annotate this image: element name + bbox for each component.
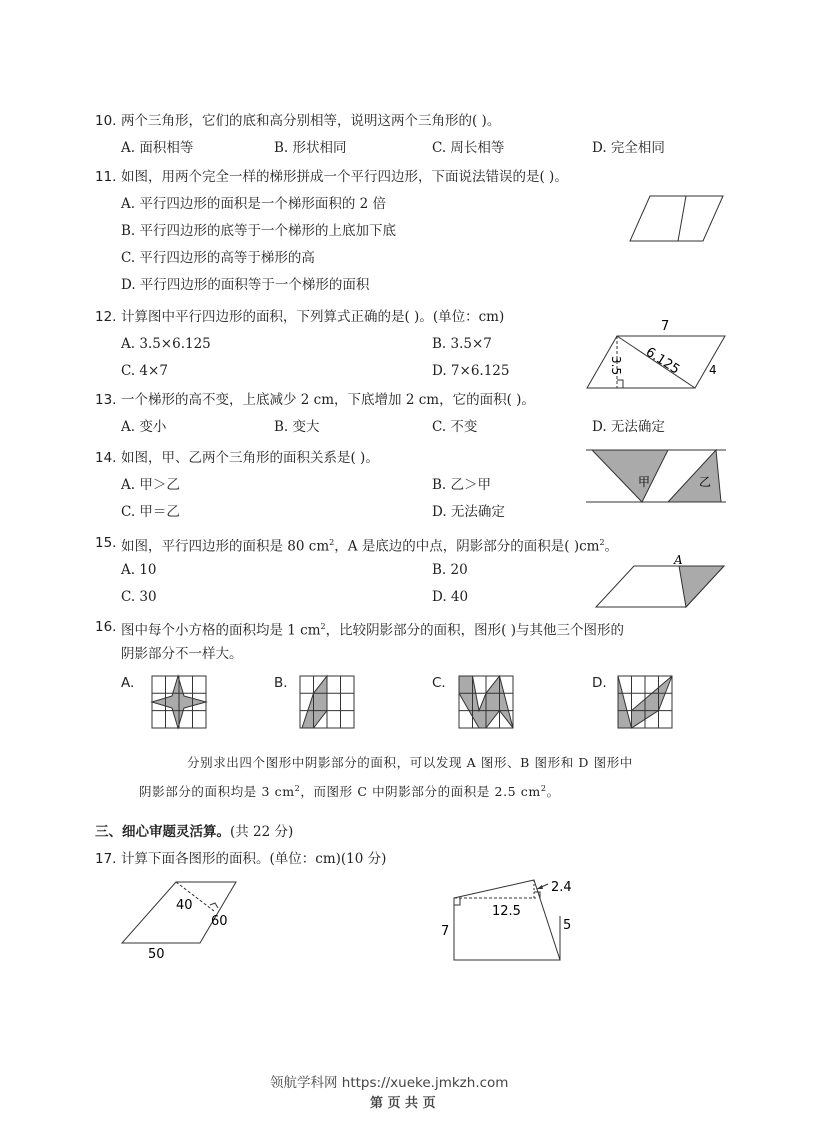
q12-label-side: 4: [709, 363, 717, 377]
q10-option-b: B. 形状相同: [274, 140, 347, 156]
q11-option-c: C. 平行四边形的高等于梯形的高: [121, 250, 315, 266]
q17-fig1-side: 60: [211, 914, 228, 929]
q11-number: 11.: [95, 169, 117, 185]
q17-fig2-left: 7: [441, 924, 450, 939]
q13-number: 13.: [95, 392, 117, 408]
q15-number: 15.: [95, 535, 117, 551]
q15-figure-parallelogram: [594, 552, 728, 610]
answer-note-sup-2: 2: [540, 784, 547, 793]
q10-option-d: D. 完全相同: [592, 140, 665, 156]
answer-note-line1: 分别求出四个图形中阴影部分的面积，可以发现 A 图形、B 图形和 D 图形中: [187, 755, 633, 770]
q12-number: 12.: [95, 309, 117, 325]
q17-fig2-top: 2.4: [551, 880, 572, 895]
footer-watermark: 领航学科网 https://xueke.jmkzh.com: [270, 1075, 509, 1091]
q15-option-c: C. 30: [121, 589, 157, 605]
q14-figure-triangles: [586, 444, 728, 508]
q14-number: 14.: [95, 450, 117, 466]
q14-option-a: A. 甲＞乙: [121, 477, 180, 493]
q11-option-b: B. 平行四边形的底等于一个梯形的上底加下底: [121, 223, 397, 239]
q13-option-a: A. 变小: [121, 419, 167, 435]
q16-number: 16.: [95, 619, 117, 635]
q16-option-b-label: B.: [274, 675, 288, 691]
answer-note-line2: [139, 780, 560, 801]
q16-option-d-label: D.: [592, 675, 607, 691]
q12-stem: 计算图中平行四边形的面积，下列算式正确的是( )。(单位：cm): [121, 309, 505, 325]
q16-grid-a: [150, 674, 210, 732]
q14-option-c: C. 甲＝乙: [121, 504, 180, 520]
q15-sup-2: 2: [599, 538, 605, 547]
q14-stem: 如图，甲、乙两个三角形的面积关系是( )。: [121, 450, 379, 466]
answer-note-line2-pre: 阴影部分的面积均是 3 cm: [139, 784, 295, 800]
q12-option-a: A. 3.5×6.125: [121, 336, 211, 352]
q17-stem: 计算下面各图形的面积。(单位：cm)(10 分): [121, 851, 387, 867]
q15-stem-mid: ，A 是底边的中点，阴影部分的面积是( )cm: [334, 538, 600, 555]
q15-option-a: A. 10: [121, 562, 157, 578]
q15-label-point: A: [674, 553, 683, 567]
q17-fig1-base: 50: [148, 947, 165, 962]
q10-option-c: C. 周长相等: [432, 140, 505, 156]
q15-sup-1: 2: [329, 538, 335, 547]
footer-page: 第 页 共 页: [370, 1096, 436, 1111]
q16-stem-pre: 图中每个小方格的面积均是 1 cm: [121, 622, 321, 639]
q16-option-a-label: A.: [121, 675, 135, 691]
q12-label-diag: 6.125: [642, 344, 683, 378]
q15-option-d: D. 40: [432, 589, 469, 605]
q13-stem: 一个梯形的高不变，上底减少 2 cm，下底增加 2 cm，它的面积( )。: [121, 392, 535, 408]
q12-option-b: B. 3.5×7: [432, 336, 492, 352]
q16-grid-c: [457, 674, 517, 732]
q12-label-height: 3.5: [609, 356, 623, 376]
q10-option-a: A. 面积相等: [121, 140, 194, 156]
q14-option-b: B. 乙＞甲: [432, 477, 492, 493]
q17-figure-parallelogram: [118, 878, 243, 963]
q12-figure-parallelogram: [585, 316, 730, 392]
q15-stem-pre: 如图，平行四边形的面积是 80 cm: [121, 538, 330, 555]
q17-fig1-height: 40: [176, 898, 193, 913]
q16-stem-post: ，比较阴影部分的面积，图形( )与其他三个图形的: [325, 622, 624, 639]
q11-option-d: D. 平行四边形的面积等于一个梯形的面积: [121, 277, 370, 293]
q16-stem-line2: 阴影部分不一样大。: [121, 646, 243, 662]
q15-stem: [121, 534, 618, 556]
q13-option-c: C. 不变: [432, 419, 478, 435]
answer-note-sup-1: 2: [294, 784, 301, 793]
q16-option-c-label: C.: [432, 675, 446, 691]
answer-note-line2-end: 。: [546, 784, 560, 800]
q14-option-d: D. 无法确定: [432, 504, 505, 520]
q10-stem: 两个三角形，它们的底和高分别相等，说明这两个三角形的( )。: [121, 113, 501, 129]
q16-stem: [121, 618, 624, 640]
q12-label-top: 7: [661, 319, 670, 334]
q12-option-c: C. 4×7: [121, 363, 168, 379]
q16-grid-d: [616, 674, 676, 732]
q11-stem: 如图，用两个完全一样的梯形拼成一个平行四边形，下面说法错误的是( )。: [121, 169, 568, 185]
q11-option-a: A. 平行四边形的面积是一个梯形面积的 2 倍: [121, 196, 387, 212]
q16-grid-b: [298, 674, 358, 732]
q11-figure-parallelogram: [628, 194, 726, 244]
answer-note-line2-mid: ，而图形 C 中阴影部分的面积是 2.5 cm: [300, 784, 541, 800]
q15-option-b: B. 20: [432, 562, 468, 578]
q15-stem-end: 。: [604, 538, 619, 555]
section3-title: 三、细心审题灵活算。: [95, 824, 230, 840]
section3-points: (共 22 分): [230, 824, 294, 840]
q13-option-d: D. 无法确定: [592, 419, 665, 435]
q13-option-b: B. 变大: [274, 419, 320, 435]
q17-fig2-mid: 12.5: [492, 904, 521, 919]
q17-fig2-right: 5: [563, 918, 572, 933]
q14-label-yi: 乙: [699, 475, 712, 489]
q17-number: 17.: [95, 851, 117, 867]
q17-figure-trapezoid: [438, 876, 588, 966]
q14-label-jia: 甲: [638, 475, 651, 489]
q12-option-d: D. 7×6.125: [432, 363, 510, 379]
q10-number: 10.: [95, 113, 117, 129]
section3-heading: [95, 823, 293, 841]
q16-sup: 2: [320, 622, 326, 631]
